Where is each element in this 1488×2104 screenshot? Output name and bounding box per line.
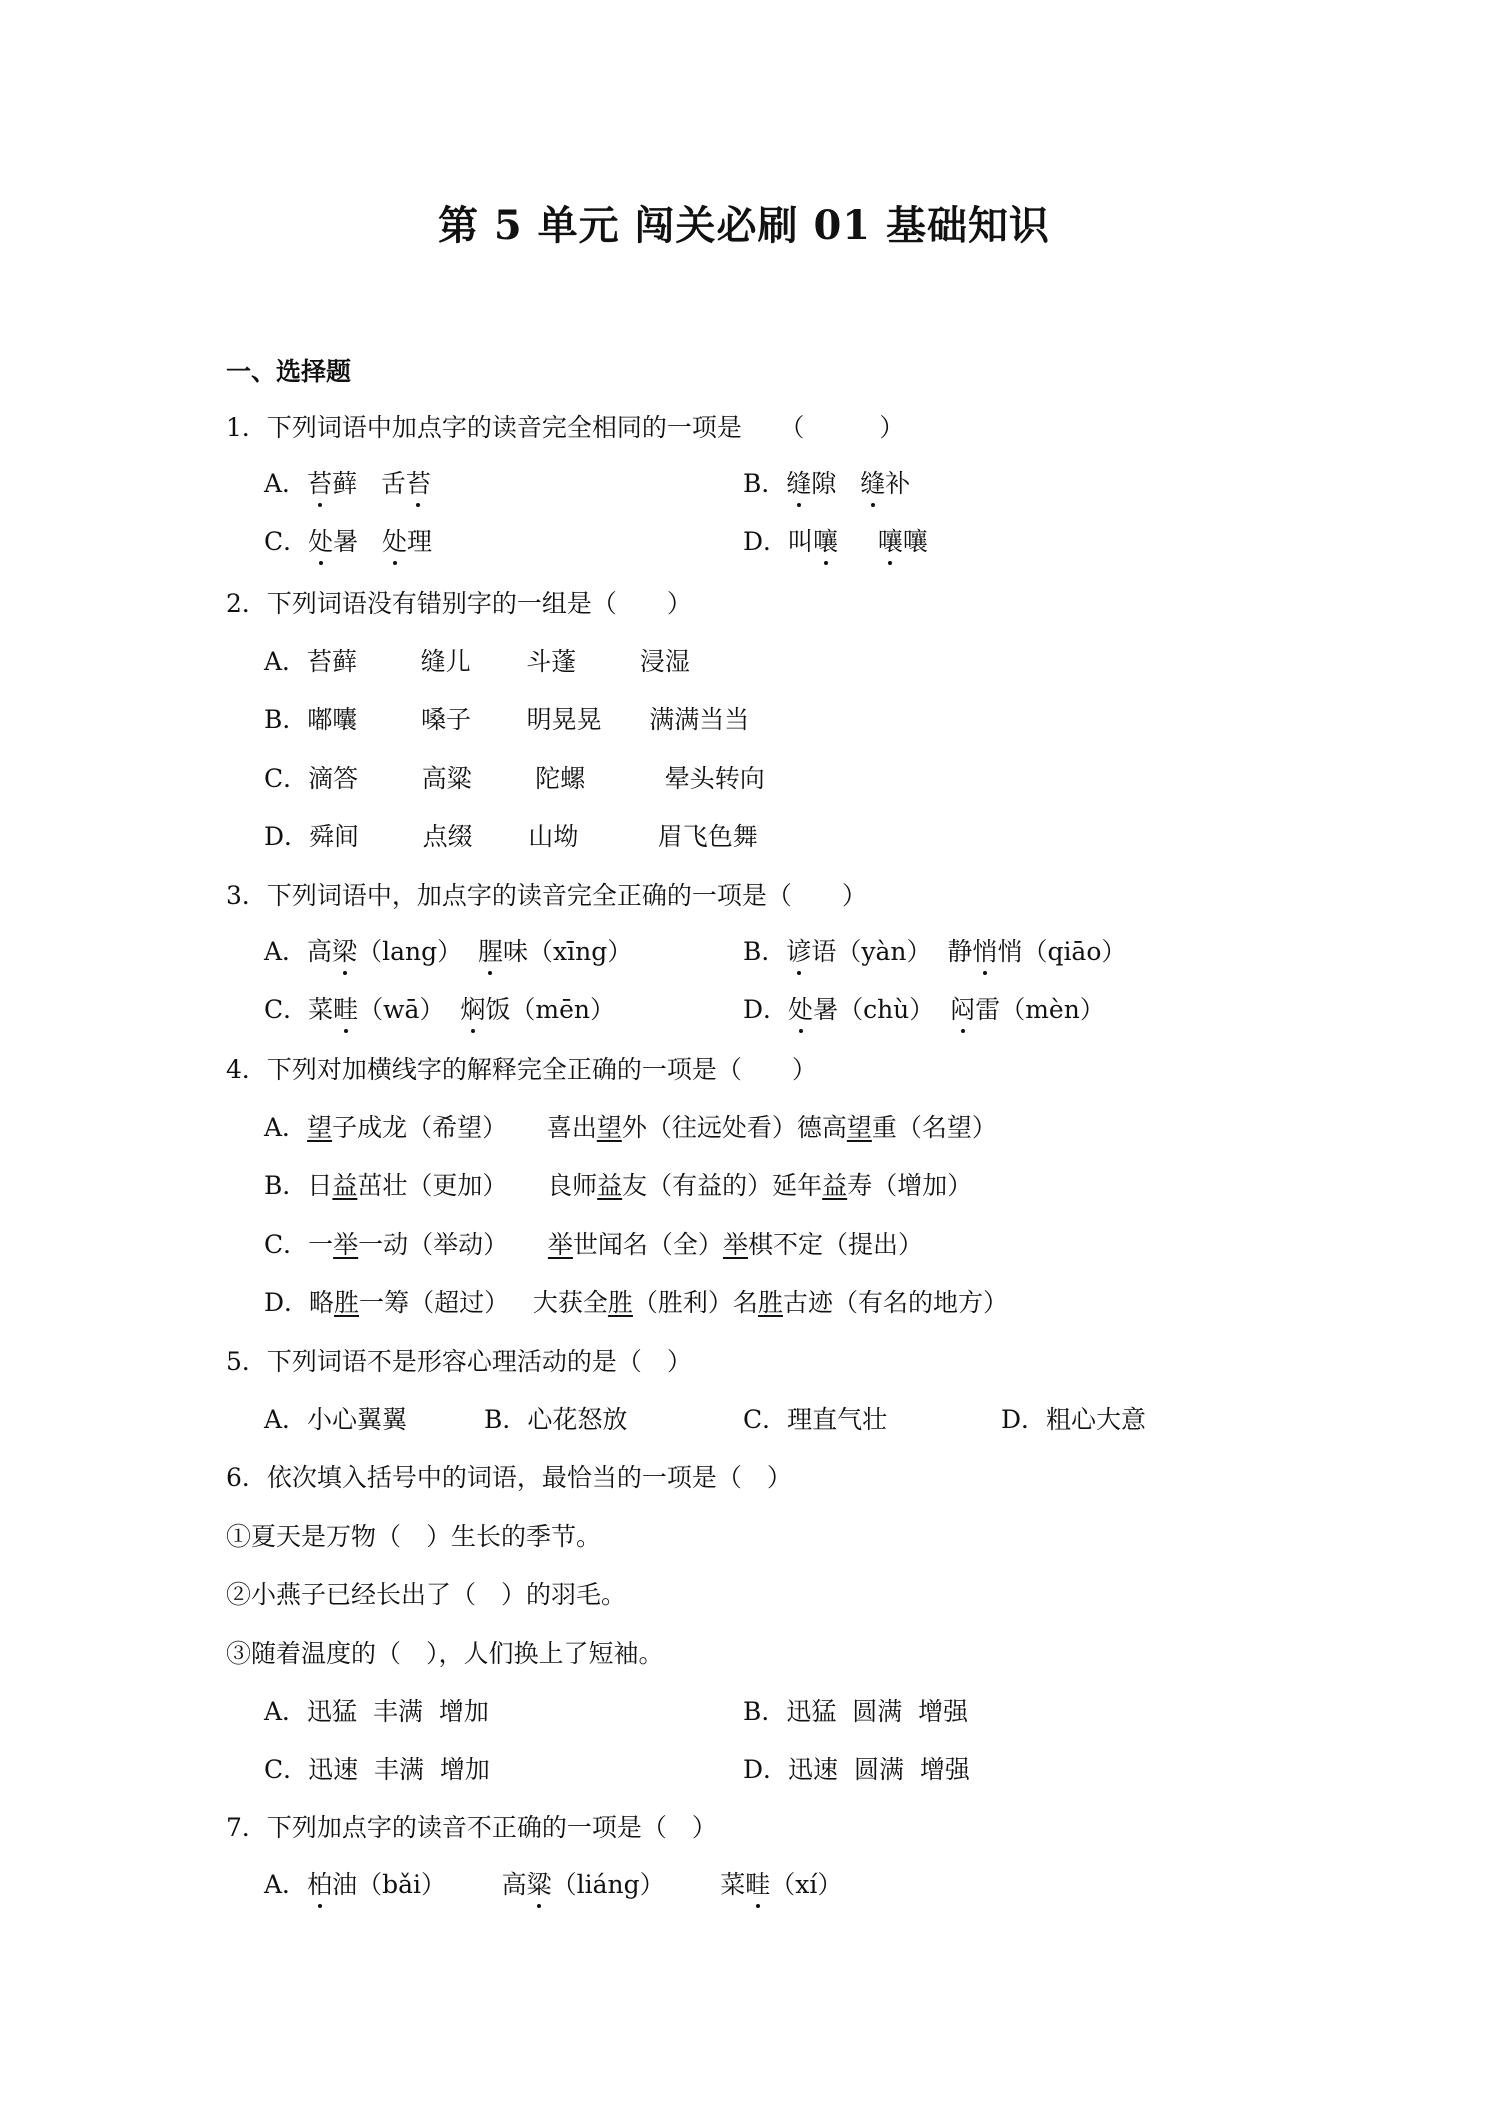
question-5-option-b: B．心花怒放 [484,1405,628,1434]
question-4-option-b: B．日益茁壮（更加） 良师益友（有益的）延年益寿（增加） [264,1171,973,1200]
question-2-option-c: C．滴答 高粱 陀螺 晕头转向 [264,764,765,793]
question-2-option-d: D．舜间 点缀 山坳 眉飞色舞 [264,822,758,851]
question-1-option-a: A．苔藓 舌苔 [264,464,431,500]
question-3-option-d: D．处暑（chù） 闷雷（mèn） [743,990,1105,1026]
question-4-option-a: A．望子成龙（希望） 喜出望外（往远处看）德高望重（名望） [264,1113,997,1142]
section-heading: 一、选择题 [226,357,352,386]
question-5-option-c: C．理直气壮 [743,1405,888,1434]
question-1-option-b: B．缝隙 缝补 [743,464,910,500]
question-6-option-a: A．迅猛 丰满 增加 [264,1697,489,1726]
question-2-option-b: B．嘟囔 嗓子 明晃晃 满满当当 [264,705,750,734]
question-3-option-a: A．高梁（lang） 腥味（xīng） [264,932,632,968]
question-6-stem: 6．依次填入括号中的词语，最恰当的一项是（ ） [226,1463,792,1492]
question-4-stem: 4．下列对加横线字的解释完全正确的一项是（ ） [226,1055,817,1084]
question-6-option-b: B．迅猛 圆满 增强 [743,1697,969,1726]
question-2-option-a: A．苔藓 缝儿 斗蓬 浸湿 [264,647,690,676]
question-4-option-c: C．一举一动（举动） 举世闻名（全）举棋不定（提出） [264,1230,923,1259]
question-5-stem: 5．下列词语不是形容心理活动的是（ ） [226,1347,692,1376]
question-4-option-d: D．略胜一筹（超过） 大获全胜（胜利）名胜古迹（有名的地方） [264,1288,1008,1317]
question-1-option-c: C．处暑 处理 [264,522,432,558]
question-2-stem: 2．下列词语没有错别字的一组是（ ） [226,589,692,618]
question-6-sentence-2: ②小燕子已经长出了（ ）的羽毛。 [226,1580,627,1609]
question-7-option-a: A．柏油（bǎi） 高粱（liáng） 菜畦（xí） [264,1865,842,1901]
question-3-option-b: B．谚语（yàn） 静悄悄（qiāo） [743,932,1126,968]
question-5-option-d: D．粗心大意 [1001,1405,1147,1434]
question-1-option-d: D．叫嚷 嚷嚷 [743,522,928,558]
question-1-stem: 1．下列词语中加点字的读音完全相同的一项是 （ ） [226,413,905,442]
question-5-option-a: A．小心翼翼 [264,1405,408,1434]
question-6-sentence-3: ③随着温度的（ ），人们换上了短袖。 [226,1639,664,1668]
question-6-option-c: C．迅速 丰满 增加 [264,1755,490,1784]
question-3-stem: 3．下列词语中，加点字的读音完全正确的一项是（ ） [226,881,867,910]
question-7-stem: 7．下列加点字的读音不正确的一项是（ ） [226,1813,717,1842]
page-title: 第 5 单元 闯关必刷 01 基础知识 [437,202,1051,249]
question-6-sentence-1: ①夏天是万物（ ）生长的季节。 [226,1522,602,1551]
question-3-option-c: C．菜畦（wā） 焖饭（mēn） [264,990,615,1026]
question-6-option-d: D．迅速 圆满 增强 [743,1755,970,1784]
